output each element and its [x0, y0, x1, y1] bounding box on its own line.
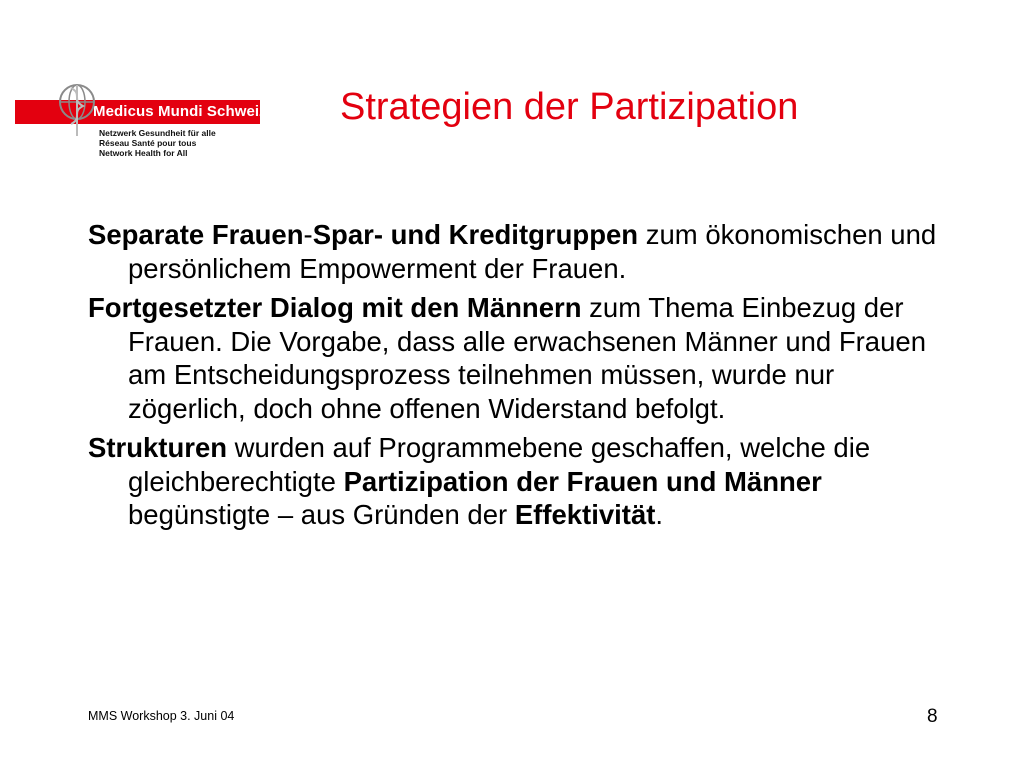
caduceus-globe-icon: [55, 78, 99, 140]
logo-org-name: Medicus Mundi Schweiz: [93, 103, 267, 120]
bullet-text: zum ökonomischen und persönlichem Empowerment der Frauen.: [128, 219, 937, 284]
bullet-bold: Effektivität: [514, 499, 656, 530]
bullet-bold: Partizipation der Frauen und Männer: [343, 465, 822, 497]
medicus-mundi-logo: [15, 78, 267, 158]
bullet-text: -: [303, 219, 313, 250]
bullet-bold: Fortgesetzter Dialog mit den Männern: [88, 292, 582, 323]
logo-tagline-fr: Réseau Santé pour tous: [99, 138, 197, 148]
footer-text: MMS Workshop 3. Juni 04: [88, 709, 235, 723]
bullet-bold: Strukturen: [88, 432, 228, 463]
bullet-text: .: [655, 499, 664, 530]
bullet-item: [88, 218, 958, 285]
bullet-list: [88, 218, 948, 538]
slide-title: Strategien der Partizipation: [340, 86, 799, 128]
logo-tagline-de: Netzwerk Gesundheit für alle: [99, 128, 216, 138]
bullet-item: [88, 291, 958, 425]
logo-banner: [15, 100, 267, 124]
bullet-text: zum Thema Einbezug der Frauen. Die Vorgabe, dass alle erwachsenen Männer und Frauen am Entscheidungsprozess teilnehmen müssen, wurde nur zögerlich, doch ohne offenen Widerstand befolgt.: [128, 292, 926, 424]
bullet-text: wurden auf Programmebene geschaffen, welche die gleichberechtigte: [128, 432, 871, 497]
bullet-text: begünstigte – aus Gründen der: [128, 499, 515, 530]
page-number: 8: [927, 706, 938, 727]
bullet-bold: Spar- und Kreditgruppen: [312, 219, 639, 250]
bullet-bold: Separate Frauen: [88, 219, 304, 250]
bullet-item: [88, 431, 958, 532]
logo-taglines: [99, 128, 216, 158]
logo-tagline-en: Network Health for All: [99, 148, 188, 158]
